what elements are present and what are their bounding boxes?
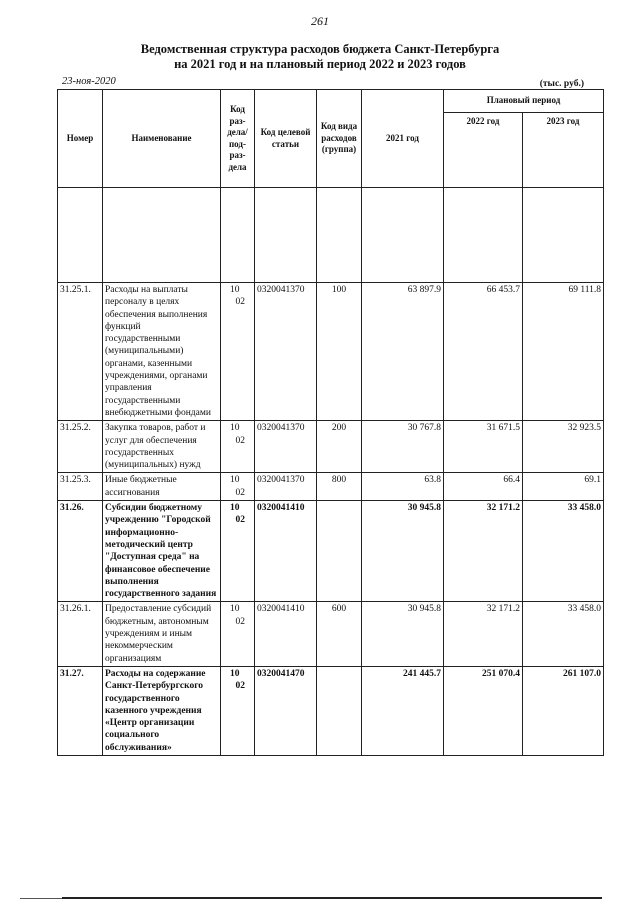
row-razdel: 10 [230, 423, 240, 434]
row-target-code: 0320041370 [255, 421, 317, 473]
row-amount-2022: 32 171.2 [444, 602, 523, 666]
row-expense-type: 600 [317, 602, 362, 666]
row-razdel: 10 [230, 668, 240, 679]
row-target-code: 0320041470 [255, 666, 317, 755]
row-target-code: 0320041370 [255, 283, 317, 421]
row-expense-type: 800 [317, 473, 362, 501]
row-number: 31.25.1. [58, 283, 103, 421]
footer-rule-short [20, 898, 62, 899]
row-section-code [221, 666, 255, 755]
row-amount-2022: 32 171.2 [444, 501, 523, 602]
header-year-2023: 2023 год [523, 113, 604, 188]
row-podrazdel: 02 [235, 515, 245, 526]
row-razdel: 10 [230, 475, 240, 486]
row-target-code: 0320041410 [255, 501, 317, 602]
row-podrazdel: 02 [235, 681, 245, 692]
row-amount-2023: 33 458.0 [523, 602, 604, 666]
header-name: Наименование [103, 90, 221, 188]
row-expense-type: 100 [317, 283, 362, 421]
row-name: Иные бюджетные ассигнования [103, 473, 221, 501]
table-row [58, 666, 604, 755]
row-number: 31.26. [58, 501, 103, 602]
table-row [58, 473, 604, 501]
row-amount-2021: 30 945.8 [362, 602, 444, 666]
document-date: 23-ноя-2020 [62, 76, 116, 87]
row-number: 31.25.3. [58, 473, 103, 501]
row-podrazdel: 02 [235, 297, 245, 308]
title-line-2: на 2021 год и на плановый период 2022 и 2023 годов [174, 57, 466, 71]
units-label: (тыс. руб.) [539, 79, 584, 89]
row-name: Предоставление субсидий бюджетным, автономным учреждениям и иным некоммерческим организациям [103, 602, 221, 666]
row-podrazdel: 02 [235, 435, 245, 446]
row-podrazdel: 02 [235, 487, 245, 498]
header-row [58, 90, 604, 113]
row-razdel: 10 [230, 285, 240, 295]
row-amount-2021: 241 445.7 [362, 666, 444, 755]
document-title [0, 42, 640, 72]
footer-rule [62, 897, 602, 899]
table-row [58, 501, 604, 602]
row-razdel: 10 [230, 604, 240, 615]
row-name: Расходы на содержание Санкт-Петербургского государственного казенного учреждения «Центр организации социального обслуживания» [103, 666, 221, 755]
row-target-code: 0320041410 [255, 602, 317, 666]
row-amount-2022: 66.4 [444, 473, 523, 501]
page-number: 261 [311, 14, 329, 28]
row-name: Расходы на выплаты персоналу в целях обеспечения выполнения функций государственными (муниципальными) органами, казенными учреждениями, органами управления государственными внебюджетными фондами [103, 283, 221, 421]
row-target-code: 0320041370 [255, 473, 317, 501]
row-amount-2022: 66 453.7 [444, 283, 523, 421]
row-amount-2021: 30 767.8 [362, 421, 444, 473]
row-podrazdel: 02 [235, 616, 245, 627]
row-section-code [221, 421, 255, 473]
row-amount-2021: 63.8 [362, 473, 444, 501]
row-amount-2023: 33 458.0 [523, 501, 604, 602]
row-name: Субсидии бюджетному учреждению "Городской информационно-методический центр "Доступная среда" на финансовое обеспечение выполнения государственного задания [103, 501, 221, 602]
header-number: Номер [58, 90, 103, 188]
title-line-1: Ведомственная структура расходов бюджета Санкт-Петербурга [140, 42, 500, 56]
row-section-code [221, 602, 255, 666]
row-amount-2022: 31 671.5 [444, 421, 523, 473]
row-section-code [221, 283, 255, 421]
row-razdel: 10 [230, 503, 240, 514]
empty-row [58, 188, 604, 283]
header-expense-type: Код вида расходов (группа) [317, 90, 362, 188]
table-row [58, 421, 604, 473]
row-amount-2023: 69 111.8 [523, 283, 604, 421]
header-year-2022: 2022 год [444, 113, 523, 188]
row-amount-2023: 69.1 [523, 473, 604, 501]
row-number: 31.26.1. [58, 602, 103, 666]
table-row [58, 283, 604, 421]
row-name: Закупка товаров, работ и услуг для обеспечения государственных (муниципальных) нужд [103, 421, 221, 473]
header-section-code: Код раз-дела/ под-раз-дела [221, 90, 255, 188]
row-amount-2023: 32 923.5 [523, 421, 604, 473]
row-amount-2021: 63 897.9 [362, 283, 444, 421]
header-plan-period: Плановый период [444, 90, 604, 113]
row-amount-2021: 30 945.8 [362, 501, 444, 602]
row-amount-2023: 261 107.0 [523, 666, 604, 755]
table-body [58, 283, 604, 756]
row-section-code [221, 473, 255, 501]
row-expense-type: 200 [317, 421, 362, 473]
header-target-code: Код целевой статьи [255, 90, 317, 188]
row-expense-type [317, 501, 362, 602]
row-expense-type [317, 666, 362, 755]
table-row [58, 602, 604, 666]
row-number: 31.25.2. [58, 421, 103, 473]
budget-table [57, 89, 604, 756]
row-amount-2022: 251 070.4 [444, 666, 523, 755]
header-year-2021: 2021 год [362, 90, 444, 188]
row-section-code [221, 501, 255, 602]
row-number: 31.27. [58, 666, 103, 755]
